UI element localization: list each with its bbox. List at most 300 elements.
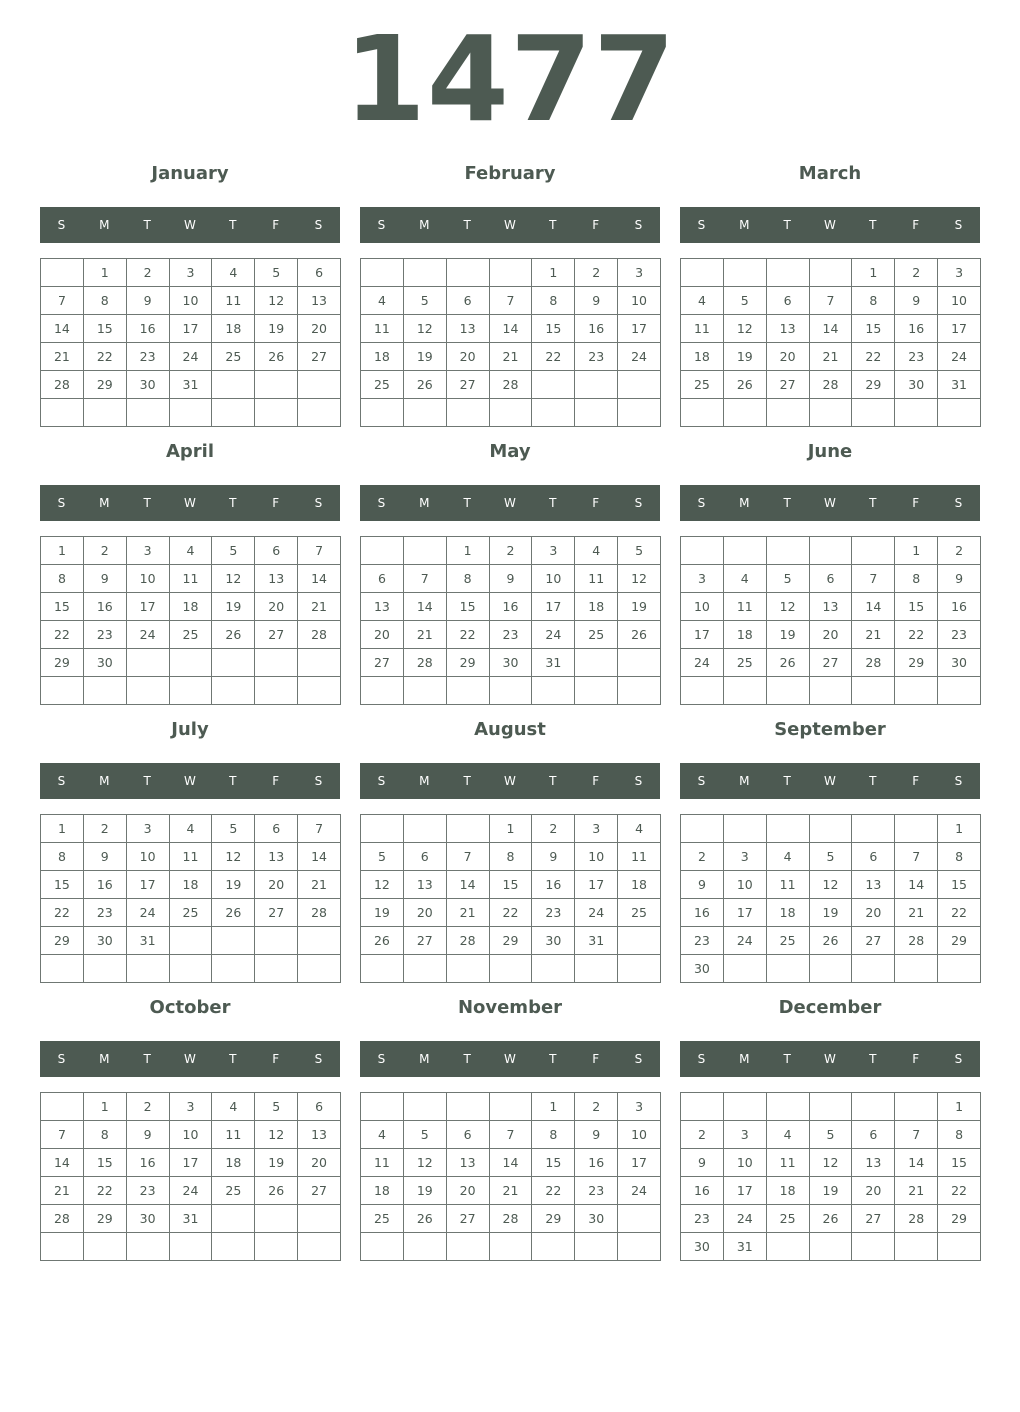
- day-cell[interactable]: 5: [255, 1093, 298, 1121]
- day-cell[interactable]: 20: [361, 621, 404, 649]
- day-cell[interactable]: 26: [618, 621, 661, 649]
- day-cell[interactable]: 11: [361, 315, 404, 343]
- day-cell[interactable]: 20: [810, 621, 853, 649]
- day-cell[interactable]: 10: [575, 843, 618, 871]
- day-cell[interactable]: 16: [681, 1177, 724, 1205]
- day-cell[interactable]: 24: [724, 1205, 767, 1233]
- day-cell[interactable]: 11: [212, 1121, 255, 1149]
- day-cell[interactable]: 7: [41, 1121, 84, 1149]
- day-cell[interactable]: 21: [298, 593, 341, 621]
- day-cell[interactable]: 11: [170, 565, 213, 593]
- day-cell[interactable]: 8: [84, 1121, 127, 1149]
- day-cell[interactable]: 28: [895, 1205, 938, 1233]
- day-cell[interactable]: 25: [618, 899, 661, 927]
- day-cell[interactable]: 29: [84, 371, 127, 399]
- day-cell[interactable]: 22: [447, 621, 490, 649]
- day-cell[interactable]: 7: [404, 565, 447, 593]
- day-cell[interactable]: 13: [447, 1149, 490, 1177]
- day-cell[interactable]: 26: [255, 343, 298, 371]
- day-cell[interactable]: 7: [298, 537, 341, 565]
- day-cell[interactable]: 2: [532, 815, 575, 843]
- day-cell[interactable]: 30: [681, 955, 724, 983]
- day-cell[interactable]: 8: [490, 843, 533, 871]
- day-cell[interactable]: 9: [575, 1121, 618, 1149]
- day-cell[interactable]: 24: [170, 1177, 213, 1205]
- day-cell[interactable]: 10: [170, 1121, 213, 1149]
- day-cell[interactable]: 14: [490, 315, 533, 343]
- day-cell[interactable]: 10: [127, 843, 170, 871]
- day-cell[interactable]: 8: [532, 1121, 575, 1149]
- day-cell[interactable]: 11: [681, 315, 724, 343]
- day-cell[interactable]: 4: [724, 565, 767, 593]
- day-cell[interactable]: 31: [127, 927, 170, 955]
- day-cell[interactable]: 7: [895, 1121, 938, 1149]
- day-cell[interactable]: 5: [810, 1121, 853, 1149]
- day-cell[interactable]: 28: [852, 649, 895, 677]
- day-cell[interactable]: 20: [852, 899, 895, 927]
- day-cell[interactable]: 5: [404, 1121, 447, 1149]
- day-cell[interactable]: 3: [618, 1093, 661, 1121]
- day-cell[interactable]: 24: [575, 899, 618, 927]
- day-cell[interactable]: 30: [532, 927, 575, 955]
- day-cell[interactable]: 29: [447, 649, 490, 677]
- day-cell[interactable]: 17: [532, 593, 575, 621]
- day-cell[interactable]: 31: [575, 927, 618, 955]
- day-cell[interactable]: 7: [490, 287, 533, 315]
- day-cell[interactable]: 21: [404, 621, 447, 649]
- day-cell[interactable]: 24: [127, 621, 170, 649]
- day-cell[interactable]: 18: [170, 593, 213, 621]
- day-cell[interactable]: 3: [532, 537, 575, 565]
- day-cell[interactable]: 16: [490, 593, 533, 621]
- day-cell[interactable]: 2: [681, 843, 724, 871]
- day-cell[interactable]: 30: [127, 1205, 170, 1233]
- day-cell[interactable]: 6: [298, 259, 341, 287]
- day-cell[interactable]: 15: [938, 871, 981, 899]
- day-cell[interactable]: 21: [490, 1177, 533, 1205]
- day-cell[interactable]: 17: [724, 1177, 767, 1205]
- day-cell[interactable]: 14: [895, 1149, 938, 1177]
- day-cell[interactable]: 22: [41, 899, 84, 927]
- day-cell[interactable]: 19: [404, 343, 447, 371]
- day-cell[interactable]: 28: [895, 927, 938, 955]
- day-cell[interactable]: 3: [724, 843, 767, 871]
- day-cell[interactable]: 18: [767, 1177, 810, 1205]
- day-cell[interactable]: 8: [532, 287, 575, 315]
- day-cell[interactable]: 20: [852, 1177, 895, 1205]
- day-cell[interactable]: 9: [127, 287, 170, 315]
- day-cell[interactable]: 3: [724, 1121, 767, 1149]
- day-cell[interactable]: 16: [681, 899, 724, 927]
- day-cell[interactable]: 12: [404, 1149, 447, 1177]
- day-cell[interactable]: 15: [532, 1149, 575, 1177]
- day-cell[interactable]: 13: [255, 843, 298, 871]
- day-cell[interactable]: 28: [298, 621, 341, 649]
- day-cell[interactable]: 11: [724, 593, 767, 621]
- day-cell[interactable]: 8: [41, 843, 84, 871]
- day-cell[interactable]: 10: [618, 287, 661, 315]
- day-cell[interactable]: 10: [724, 1149, 767, 1177]
- day-cell[interactable]: 26: [810, 1205, 853, 1233]
- day-cell[interactable]: 31: [532, 649, 575, 677]
- day-cell[interactable]: 22: [532, 343, 575, 371]
- day-cell[interactable]: 27: [852, 927, 895, 955]
- day-cell[interactable]: 9: [938, 565, 981, 593]
- day-cell[interactable]: 25: [170, 621, 213, 649]
- day-cell[interactable]: 30: [84, 927, 127, 955]
- day-cell[interactable]: 18: [361, 1177, 404, 1205]
- day-cell[interactable]: 1: [490, 815, 533, 843]
- day-cell[interactable]: 11: [575, 565, 618, 593]
- day-cell[interactable]: 28: [810, 371, 853, 399]
- day-cell[interactable]: 13: [255, 565, 298, 593]
- day-cell[interactable]: 17: [127, 871, 170, 899]
- day-cell[interactable]: 10: [127, 565, 170, 593]
- day-cell[interactable]: 20: [447, 1177, 490, 1205]
- day-cell[interactable]: 6: [852, 843, 895, 871]
- day-cell[interactable]: 31: [724, 1233, 767, 1261]
- day-cell[interactable]: 22: [84, 1177, 127, 1205]
- day-cell[interactable]: 9: [575, 287, 618, 315]
- day-cell[interactable]: 5: [618, 537, 661, 565]
- day-cell[interactable]: 19: [724, 343, 767, 371]
- day-cell[interactable]: 11: [170, 843, 213, 871]
- day-cell[interactable]: 11: [361, 1149, 404, 1177]
- day-cell[interactable]: 14: [41, 1149, 84, 1177]
- day-cell[interactable]: 9: [127, 1121, 170, 1149]
- day-cell[interactable]: 9: [84, 565, 127, 593]
- day-cell[interactable]: 12: [361, 871, 404, 899]
- day-cell[interactable]: 17: [127, 593, 170, 621]
- day-cell[interactable]: 31: [938, 371, 981, 399]
- day-cell[interactable]: 20: [298, 315, 341, 343]
- day-cell[interactable]: 1: [532, 1093, 575, 1121]
- day-cell[interactable]: 29: [41, 927, 84, 955]
- day-cell[interactable]: 28: [41, 1205, 84, 1233]
- day-cell[interactable]: 7: [447, 843, 490, 871]
- day-cell[interactable]: 27: [298, 1177, 341, 1205]
- day-cell[interactable]: 24: [127, 899, 170, 927]
- day-cell[interactable]: 1: [852, 259, 895, 287]
- day-cell[interactable]: 7: [810, 287, 853, 315]
- day-cell[interactable]: 23: [127, 343, 170, 371]
- day-cell[interactable]: 30: [895, 371, 938, 399]
- day-cell[interactable]: 9: [532, 843, 575, 871]
- day-cell[interactable]: 6: [404, 843, 447, 871]
- day-cell[interactable]: 26: [724, 371, 767, 399]
- day-cell[interactable]: 10: [724, 871, 767, 899]
- day-cell[interactable]: 8: [938, 1121, 981, 1149]
- day-cell[interactable]: 6: [361, 565, 404, 593]
- day-cell[interactable]: 27: [447, 1205, 490, 1233]
- day-cell[interactable]: 3: [170, 259, 213, 287]
- day-cell[interactable]: 8: [41, 565, 84, 593]
- day-cell[interactable]: 20: [767, 343, 810, 371]
- day-cell[interactable]: 30: [490, 649, 533, 677]
- day-cell[interactable]: 3: [681, 565, 724, 593]
- day-cell[interactable]: 4: [170, 537, 213, 565]
- day-cell[interactable]: 28: [404, 649, 447, 677]
- day-cell[interactable]: 2: [127, 1093, 170, 1121]
- day-cell[interactable]: 15: [895, 593, 938, 621]
- day-cell[interactable]: 22: [532, 1177, 575, 1205]
- day-cell[interactable]: 14: [298, 565, 341, 593]
- day-cell[interactable]: 3: [618, 259, 661, 287]
- day-cell[interactable]: 23: [532, 899, 575, 927]
- day-cell[interactable]: 30: [84, 649, 127, 677]
- day-cell[interactable]: 12: [212, 843, 255, 871]
- day-cell[interactable]: 13: [852, 1149, 895, 1177]
- day-cell[interactable]: 2: [681, 1121, 724, 1149]
- day-cell[interactable]: 12: [767, 593, 810, 621]
- day-cell[interactable]: 7: [852, 565, 895, 593]
- day-cell[interactable]: 1: [938, 1093, 981, 1121]
- day-cell[interactable]: 10: [618, 1121, 661, 1149]
- day-cell[interactable]: 26: [255, 1177, 298, 1205]
- day-cell[interactable]: 12: [810, 871, 853, 899]
- day-cell[interactable]: 16: [84, 593, 127, 621]
- day-cell[interactable]: 18: [681, 343, 724, 371]
- day-cell[interactable]: 16: [84, 871, 127, 899]
- day-cell[interactable]: 5: [212, 537, 255, 565]
- day-cell[interactable]: 24: [681, 649, 724, 677]
- day-cell[interactable]: 14: [852, 593, 895, 621]
- day-cell[interactable]: 18: [212, 315, 255, 343]
- day-cell[interactable]: 21: [298, 871, 341, 899]
- day-cell[interactable]: 1: [84, 259, 127, 287]
- day-cell[interactable]: 29: [41, 649, 84, 677]
- day-cell[interactable]: 6: [810, 565, 853, 593]
- day-cell[interactable]: 29: [938, 927, 981, 955]
- day-cell[interactable]: 4: [618, 815, 661, 843]
- day-cell[interactable]: 1: [41, 815, 84, 843]
- day-cell[interactable]: 10: [681, 593, 724, 621]
- day-cell[interactable]: 17: [618, 1149, 661, 1177]
- day-cell[interactable]: 28: [490, 1205, 533, 1233]
- day-cell[interactable]: 12: [810, 1149, 853, 1177]
- day-cell[interactable]: 20: [298, 1149, 341, 1177]
- day-cell[interactable]: 25: [170, 899, 213, 927]
- day-cell[interactable]: 2: [84, 815, 127, 843]
- day-cell[interactable]: 29: [84, 1205, 127, 1233]
- day-cell[interactable]: 17: [618, 315, 661, 343]
- day-cell[interactable]: 4: [681, 287, 724, 315]
- day-cell[interactable]: 26: [212, 899, 255, 927]
- day-cell[interactable]: 18: [575, 593, 618, 621]
- day-cell[interactable]: 10: [938, 287, 981, 315]
- day-cell[interactable]: 16: [127, 315, 170, 343]
- day-cell[interactable]: 21: [895, 899, 938, 927]
- day-cell[interactable]: 12: [404, 315, 447, 343]
- day-cell[interactable]: 19: [255, 1149, 298, 1177]
- day-cell[interactable]: 27: [447, 371, 490, 399]
- day-cell[interactable]: 25: [767, 927, 810, 955]
- day-cell[interactable]: 29: [852, 371, 895, 399]
- day-cell[interactable]: 28: [447, 927, 490, 955]
- day-cell[interactable]: 5: [767, 565, 810, 593]
- day-cell[interactable]: 30: [681, 1233, 724, 1261]
- day-cell[interactable]: 15: [852, 315, 895, 343]
- day-cell[interactable]: 26: [810, 927, 853, 955]
- day-cell[interactable]: 7: [41, 287, 84, 315]
- day-cell[interactable]: 15: [938, 1149, 981, 1177]
- day-cell[interactable]: 21: [41, 1177, 84, 1205]
- day-cell[interactable]: 8: [938, 843, 981, 871]
- day-cell[interactable]: 11: [767, 1149, 810, 1177]
- day-cell[interactable]: 18: [618, 871, 661, 899]
- day-cell[interactable]: 26: [404, 371, 447, 399]
- day-cell[interactable]: 4: [575, 537, 618, 565]
- day-cell[interactable]: 5: [810, 843, 853, 871]
- day-cell[interactable]: 2: [938, 537, 981, 565]
- day-cell[interactable]: 14: [41, 315, 84, 343]
- day-cell[interactable]: 4: [361, 287, 404, 315]
- day-cell[interactable]: 24: [170, 343, 213, 371]
- day-cell[interactable]: 14: [810, 315, 853, 343]
- day-cell[interactable]: 13: [298, 287, 341, 315]
- day-cell[interactable]: 15: [41, 593, 84, 621]
- day-cell[interactable]: 17: [724, 899, 767, 927]
- day-cell[interactable]: 28: [41, 371, 84, 399]
- day-cell[interactable]: 3: [127, 537, 170, 565]
- day-cell[interactable]: 15: [532, 315, 575, 343]
- day-cell[interactable]: 22: [938, 899, 981, 927]
- day-cell[interactable]: 7: [298, 815, 341, 843]
- day-cell[interactable]: 10: [532, 565, 575, 593]
- day-cell[interactable]: 21: [41, 343, 84, 371]
- day-cell[interactable]: 12: [212, 565, 255, 593]
- day-cell[interactable]: 4: [170, 815, 213, 843]
- day-cell[interactable]: 1: [938, 815, 981, 843]
- day-cell[interactable]: 25: [212, 1177, 255, 1205]
- day-cell[interactable]: 24: [618, 343, 661, 371]
- day-cell[interactable]: 16: [938, 593, 981, 621]
- day-cell[interactable]: 23: [84, 621, 127, 649]
- day-cell[interactable]: 24: [618, 1177, 661, 1205]
- day-cell[interactable]: 27: [255, 899, 298, 927]
- day-cell[interactable]: 18: [724, 621, 767, 649]
- day-cell[interactable]: 8: [84, 287, 127, 315]
- day-cell[interactable]: 5: [404, 287, 447, 315]
- day-cell[interactable]: 13: [298, 1121, 341, 1149]
- day-cell[interactable]: 19: [618, 593, 661, 621]
- day-cell[interactable]: 2: [895, 259, 938, 287]
- day-cell[interactable]: 19: [212, 871, 255, 899]
- day-cell[interactable]: 22: [852, 343, 895, 371]
- day-cell[interactable]: 17: [575, 871, 618, 899]
- day-cell[interactable]: 18: [170, 871, 213, 899]
- day-cell[interactable]: 4: [767, 843, 810, 871]
- day-cell[interactable]: 29: [532, 1205, 575, 1233]
- day-cell[interactable]: 26: [212, 621, 255, 649]
- day-cell[interactable]: 7: [895, 843, 938, 871]
- day-cell[interactable]: 1: [41, 537, 84, 565]
- day-cell[interactable]: 21: [852, 621, 895, 649]
- day-cell[interactable]: 30: [127, 371, 170, 399]
- day-cell[interactable]: 17: [938, 315, 981, 343]
- day-cell[interactable]: 19: [212, 593, 255, 621]
- day-cell[interactable]: 6: [298, 1093, 341, 1121]
- day-cell[interactable]: 19: [810, 899, 853, 927]
- day-cell[interactable]: 31: [170, 371, 213, 399]
- day-cell[interactable]: 9: [84, 843, 127, 871]
- day-cell[interactable]: 12: [255, 287, 298, 315]
- day-cell[interactable]: 15: [84, 315, 127, 343]
- day-cell[interactable]: 23: [938, 621, 981, 649]
- day-cell[interactable]: 12: [255, 1121, 298, 1149]
- day-cell[interactable]: 27: [255, 621, 298, 649]
- day-cell[interactable]: 13: [361, 593, 404, 621]
- day-cell[interactable]: 17: [170, 1149, 213, 1177]
- day-cell[interactable]: 18: [212, 1149, 255, 1177]
- day-cell[interactable]: 6: [852, 1121, 895, 1149]
- day-cell[interactable]: 15: [447, 593, 490, 621]
- day-cell[interactable]: 8: [852, 287, 895, 315]
- day-cell[interactable]: 23: [895, 343, 938, 371]
- day-cell[interactable]: 13: [767, 315, 810, 343]
- day-cell[interactable]: 13: [447, 315, 490, 343]
- day-cell[interactable]: 8: [895, 565, 938, 593]
- day-cell[interactable]: 12: [724, 315, 767, 343]
- day-cell[interactable]: 19: [767, 621, 810, 649]
- day-cell[interactable]: 30: [938, 649, 981, 677]
- day-cell[interactable]: 13: [852, 871, 895, 899]
- day-cell[interactable]: 4: [767, 1121, 810, 1149]
- day-cell[interactable]: 22: [938, 1177, 981, 1205]
- day-cell[interactable]: 26: [767, 649, 810, 677]
- day-cell[interactable]: 9: [681, 1149, 724, 1177]
- day-cell[interactable]: 27: [852, 1205, 895, 1233]
- day-cell[interactable]: 21: [490, 343, 533, 371]
- day-cell[interactable]: 16: [532, 871, 575, 899]
- day-cell[interactable]: 12: [618, 565, 661, 593]
- day-cell[interactable]: 16: [895, 315, 938, 343]
- day-cell[interactable]: 9: [490, 565, 533, 593]
- day-cell[interactable]: 4: [212, 1093, 255, 1121]
- day-cell[interactable]: 7: [490, 1121, 533, 1149]
- day-cell[interactable]: 1: [532, 259, 575, 287]
- day-cell[interactable]: 17: [170, 315, 213, 343]
- day-cell[interactable]: 29: [895, 649, 938, 677]
- day-cell[interactable]: 15: [84, 1149, 127, 1177]
- day-cell[interactable]: 25: [767, 1205, 810, 1233]
- day-cell[interactable]: 29: [938, 1205, 981, 1233]
- day-cell[interactable]: 6: [255, 537, 298, 565]
- day-cell[interactable]: 4: [361, 1121, 404, 1149]
- day-cell[interactable]: 14: [490, 1149, 533, 1177]
- day-cell[interactable]: 19: [361, 899, 404, 927]
- day-cell[interactable]: 20: [255, 593, 298, 621]
- day-cell[interactable]: 20: [447, 343, 490, 371]
- day-cell[interactable]: 20: [404, 899, 447, 927]
- day-cell[interactable]: 28: [298, 899, 341, 927]
- day-cell[interactable]: 5: [255, 259, 298, 287]
- day-cell[interactable]: 6: [767, 287, 810, 315]
- day-cell[interactable]: 14: [447, 871, 490, 899]
- day-cell[interactable]: 27: [767, 371, 810, 399]
- day-cell[interactable]: 23: [490, 621, 533, 649]
- day-cell[interactable]: 3: [575, 815, 618, 843]
- day-cell[interactable]: 26: [404, 1205, 447, 1233]
- day-cell[interactable]: 16: [127, 1149, 170, 1177]
- day-cell[interactable]: 23: [127, 1177, 170, 1205]
- day-cell[interactable]: 3: [127, 815, 170, 843]
- day-cell[interactable]: 6: [447, 287, 490, 315]
- day-cell[interactable]: 24: [532, 621, 575, 649]
- day-cell[interactable]: 9: [895, 287, 938, 315]
- day-cell[interactable]: 24: [938, 343, 981, 371]
- day-cell[interactable]: 23: [681, 1205, 724, 1233]
